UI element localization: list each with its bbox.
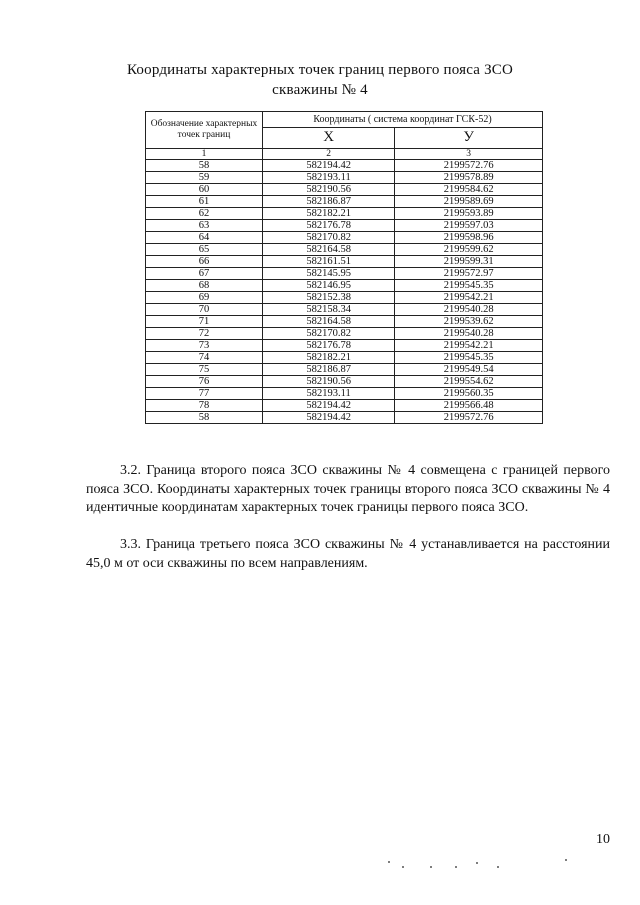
point-cell: 70 [146, 304, 263, 316]
coordinates-table [145, 111, 543, 424]
x-coordinate-cell: 582194.42 [263, 160, 395, 172]
point-cell: 58 [146, 160, 263, 172]
table-row [146, 244, 543, 256]
x-coordinate-cell: 582194.42 [263, 400, 395, 412]
point-cell: 78 [146, 400, 263, 412]
y-coordinate-cell: 2199572.76 [395, 160, 543, 172]
y-coordinate-cell: 2199542.21 [395, 292, 543, 304]
table-row [146, 412, 543, 424]
y-coordinate-cell: 2199599.62 [395, 244, 543, 256]
point-cell: 67 [146, 268, 263, 280]
scan-speck [455, 866, 457, 868]
x-coordinate-cell: 582146.95 [263, 280, 395, 292]
table-row [146, 232, 543, 244]
table-row [146, 196, 543, 208]
x-coordinate-cell: 582161.51 [263, 256, 395, 268]
y-coordinate-cell: 2199572.76 [395, 412, 543, 424]
table-row [146, 208, 543, 220]
scan-speck [497, 866, 499, 868]
point-cell: 62 [146, 208, 263, 220]
paragraph-3-3 [86, 536, 610, 573]
y-coordinate-cell: 2199599.31 [395, 256, 543, 268]
paragraph-3-2 [86, 462, 610, 518]
y-coordinate-cell: 2199589.69 [395, 196, 543, 208]
scan-speck [402, 866, 404, 868]
y-coordinate-cell: 2199540.28 [395, 304, 543, 316]
x-coordinate-cell: 582186.87 [263, 364, 395, 376]
table-row [146, 268, 543, 280]
y-coordinate-cell: 2199540.28 [395, 328, 543, 340]
y-coordinate-cell: 2199554.62 [395, 376, 543, 388]
table-row [146, 256, 543, 268]
y-coordinate-cell: 2199578.89 [395, 172, 543, 184]
x-coordinate-cell: 582182.21 [263, 352, 395, 364]
scan-speck [565, 859, 567, 861]
y-coordinate-cell: 2199549.54 [395, 364, 543, 376]
y-coordinate-cell: 2199598.96 [395, 232, 543, 244]
column-number-row [146, 149, 543, 160]
table-row [146, 340, 543, 352]
y-coordinate-cell: 2199542.21 [395, 340, 543, 352]
x-coordinate-cell: 582170.82 [263, 328, 395, 340]
x-coordinate-cell: 582164.58 [263, 316, 395, 328]
point-cell: 60 [146, 184, 263, 196]
point-cell: 61 [146, 196, 263, 208]
column-number: 2 [263, 149, 395, 160]
scan-speck [476, 862, 478, 864]
x-coordinate-cell: 582190.56 [263, 376, 395, 388]
point-cell: 65 [146, 244, 263, 256]
point-cell: 63 [146, 220, 263, 232]
x-coordinate-cell: 582152.38 [263, 292, 395, 304]
y-coordinate-cell: 2199560.35 [395, 388, 543, 400]
table-row [146, 376, 543, 388]
point-cell: 76 [146, 376, 263, 388]
point-cell: 68 [146, 280, 263, 292]
point-cell: 69 [146, 292, 263, 304]
point-cell: 71 [146, 316, 263, 328]
x-coordinate-cell: 582170.82 [263, 232, 395, 244]
scan-speck [430, 866, 432, 868]
table-row [146, 184, 543, 196]
point-cell: 58 [146, 412, 263, 424]
point-cell: 66 [146, 256, 263, 268]
scan-speck [388, 861, 390, 863]
x-coordinate-cell: 582176.78 [263, 340, 395, 352]
x-coordinate-cell: 582164.58 [263, 244, 395, 256]
x-coordinate-cell: 582193.11 [263, 172, 395, 184]
x-coordinate-cell: 582182.21 [263, 208, 395, 220]
table-title-line-2: скважины № 4 [272, 82, 368, 98]
header-x: X [263, 127, 395, 148]
paragraph-3-2-text: 3.2. Граница второго пояса ЗСО скважины № 4 совмещена с границей первого пояса ЗСО. Координаты характерных точек границы второго пояса ЗСО скважины № 4 идентичные координатам характерных точек границы первого пояса ЗСО. [86, 463, 610, 515]
paragraph-3-3-text: 3.3. Граница третьего пояса ЗСО скважины № 4 устанавливается на расстоянии 45,0 м от оси скважины по всем направлениям. [86, 537, 610, 571]
y-coordinate-cell: 2199572.97 [395, 268, 543, 280]
header-designation: Обозначение характерных точек границ [146, 112, 263, 149]
table-row [146, 292, 543, 304]
page-number: 10 [596, 832, 610, 847]
point-cell: 75 [146, 364, 263, 376]
y-coordinate-cell: 2199593.89 [395, 208, 543, 220]
table-row [146, 160, 543, 172]
header-y: У [395, 127, 543, 148]
y-coordinate-cell: 2199584.62 [395, 184, 543, 196]
column-number: 1 [146, 149, 263, 160]
table-row [146, 316, 543, 328]
x-coordinate-cell: 582194.42 [263, 412, 395, 424]
table-row [146, 304, 543, 316]
table-row [146, 400, 543, 412]
table-row [146, 328, 543, 340]
y-coordinate-cell: 2199539.62 [395, 316, 543, 328]
table-row [146, 388, 543, 400]
x-coordinate-cell: 582176.78 [263, 220, 395, 232]
header-coordinates: Координаты ( система координат ГСК-52) [263, 112, 543, 128]
table-row [146, 172, 543, 184]
point-cell: 59 [146, 172, 263, 184]
point-cell: 64 [146, 232, 263, 244]
y-coordinate-cell: 2199597.03 [395, 220, 543, 232]
point-cell: 73 [146, 340, 263, 352]
y-coordinate-cell: 2199566.48 [395, 400, 543, 412]
point-cell: 77 [146, 388, 263, 400]
table-row [146, 220, 543, 232]
table-title-line-1: Координаты характерных точек границ первого пояса ЗСО [126, 62, 514, 78]
point-cell: 74 [146, 352, 263, 364]
x-coordinate-cell: 582190.56 [263, 184, 395, 196]
x-coordinate-cell: 582158.34 [263, 304, 395, 316]
table-row [146, 280, 543, 292]
column-number: 3 [395, 149, 543, 160]
point-cell: 72 [146, 328, 263, 340]
y-coordinate-cell: 2199545.35 [395, 352, 543, 364]
x-coordinate-cell: 582186.87 [263, 196, 395, 208]
x-coordinate-cell: 582193.11 [263, 388, 395, 400]
y-coordinate-cell: 2199545.35 [395, 280, 543, 292]
table-row [146, 364, 543, 376]
table-row [146, 352, 543, 364]
x-coordinate-cell: 582145.95 [263, 268, 395, 280]
